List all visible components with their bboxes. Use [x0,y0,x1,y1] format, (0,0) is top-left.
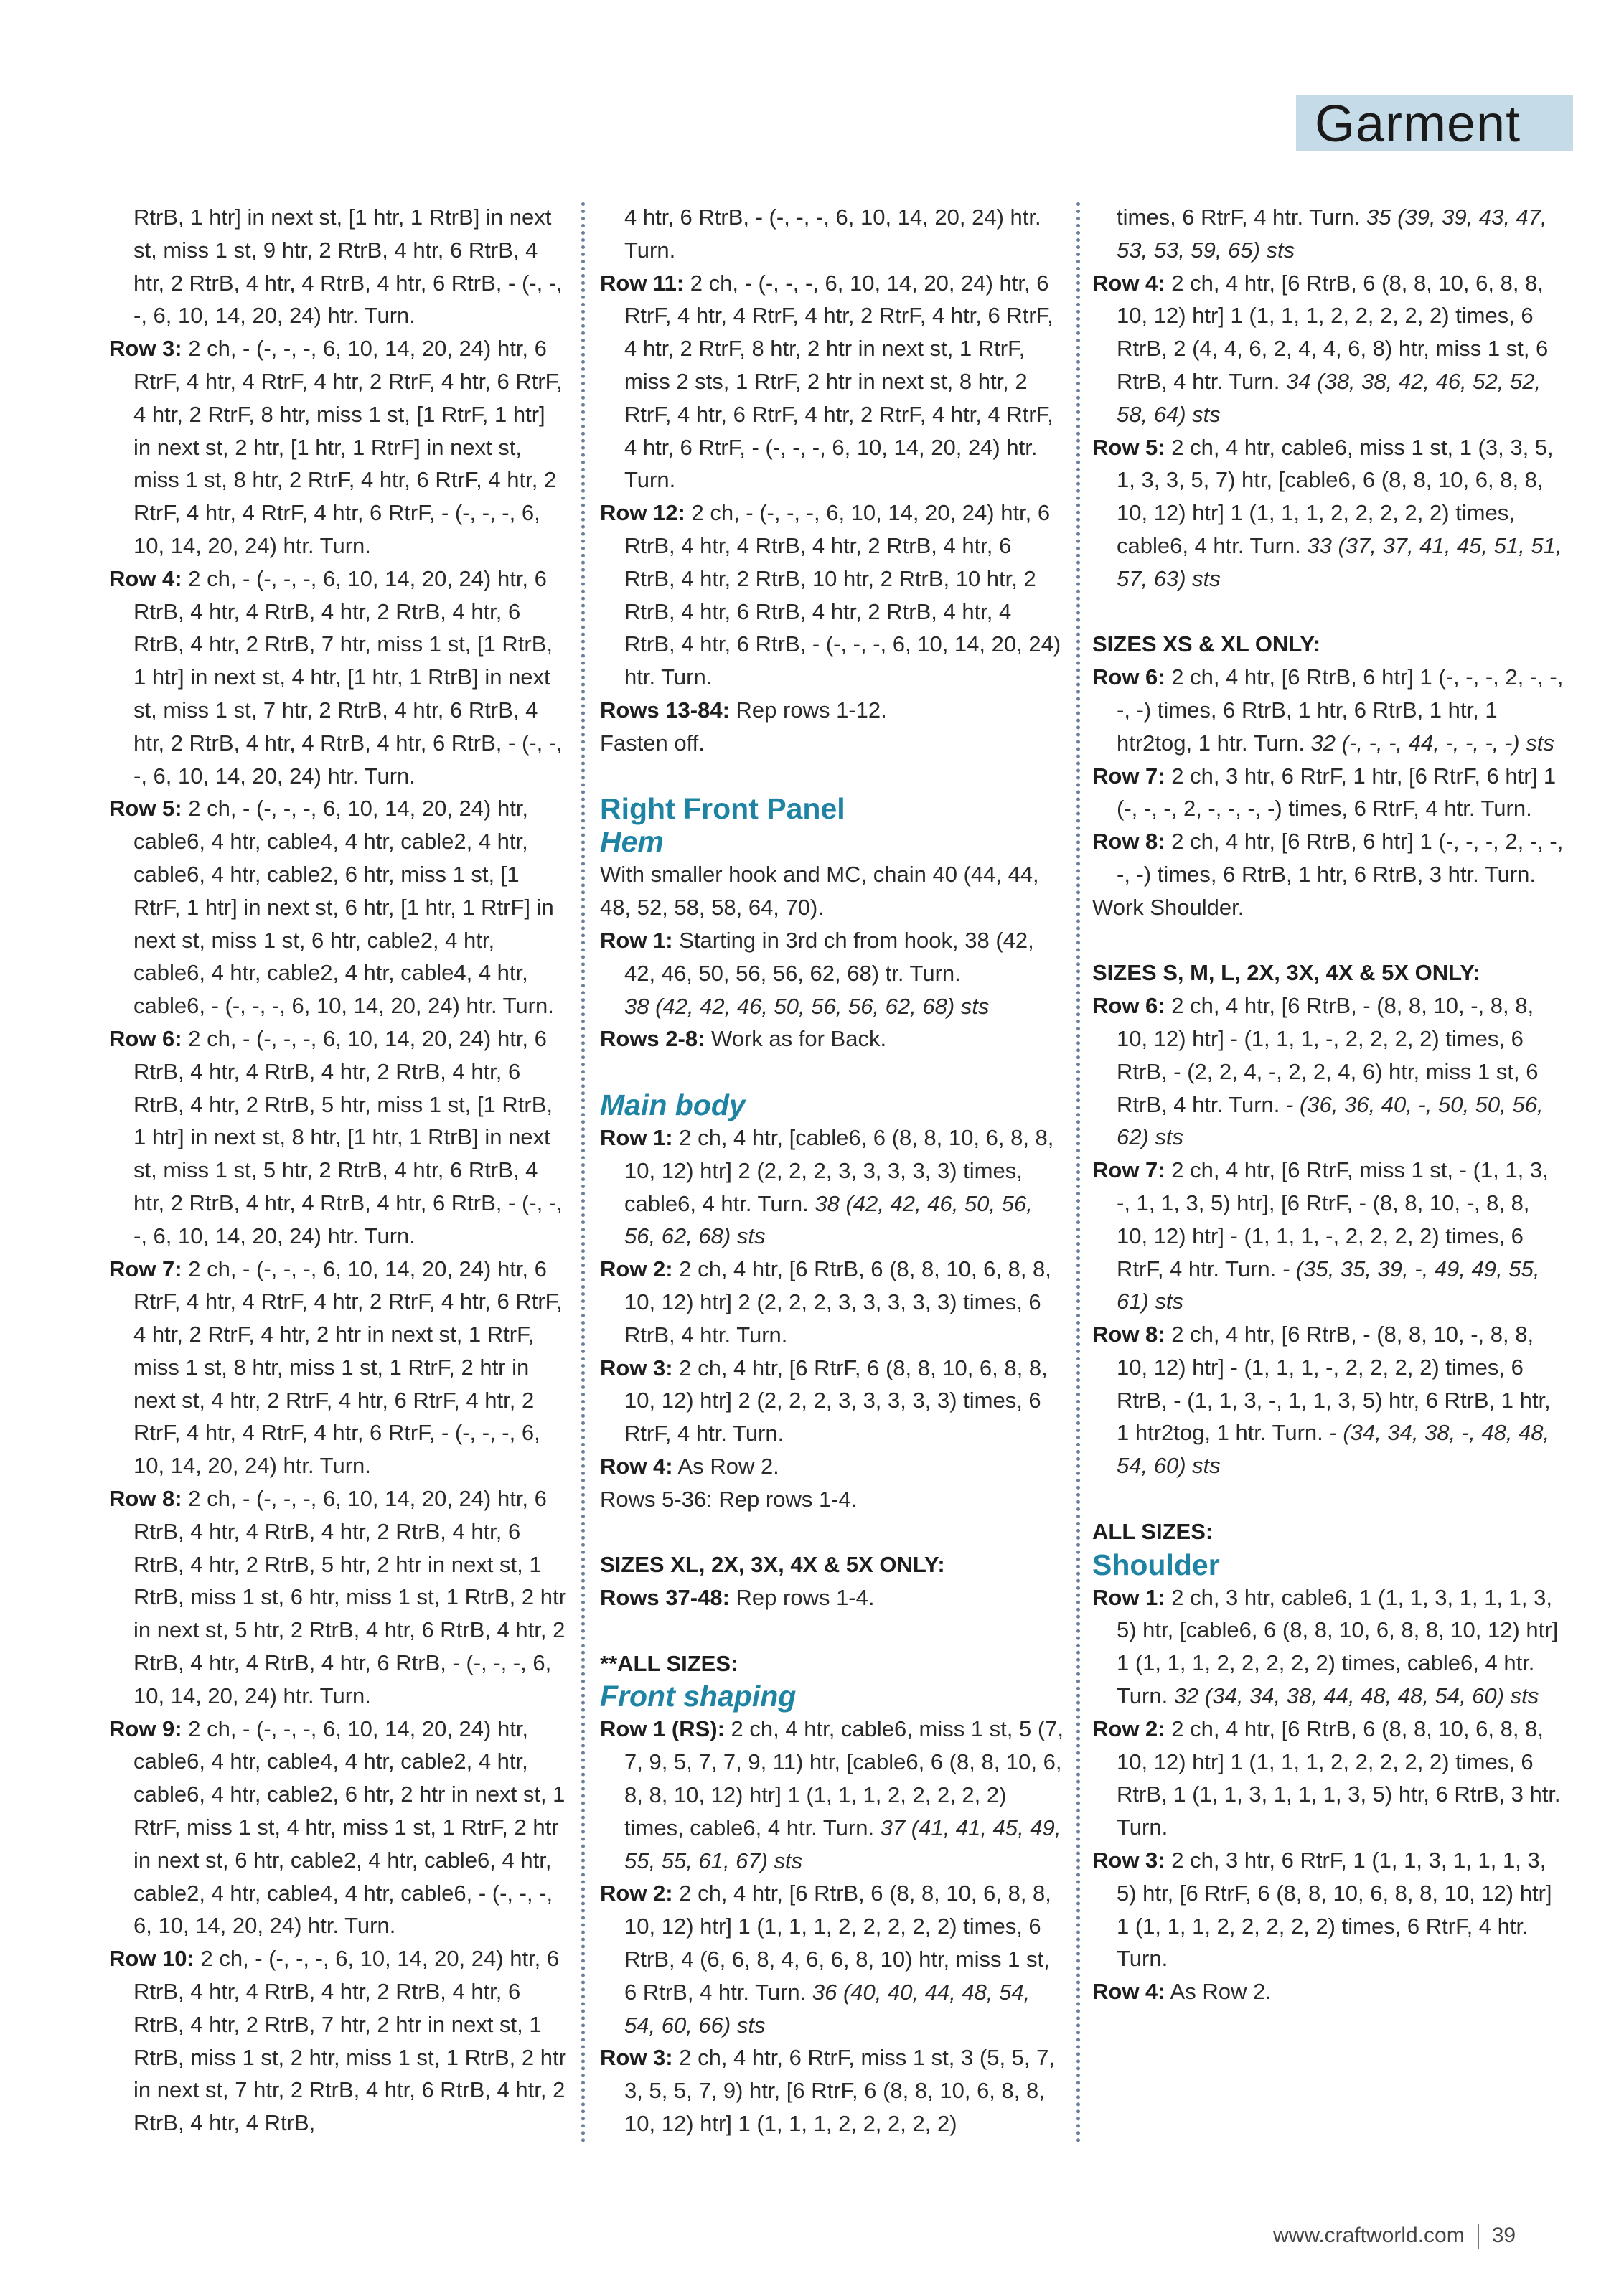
row-instructions: 2 ch, 4 htr, [6 RtrF, 6 (8, 8, 10, 6, 8, 8, 10, 12) htr] 2 (2, 2, 2, 3, 3, 3, 3, 3) times, 6 RtrF, 4 htr. Turn. [624,1355,1048,1446]
spacer [1092,596,1566,629]
row-instructions: 2 ch, - (-, -, -, 6, 10, 14, 20, 24) htr, cable6, 4 htr, cable4, 4 htr, cable2, 4 htr, cable6, 4 htr, cable2, 6 htr, 2 htr in next st, 1 RtrF, miss 1 st, 4 htr, miss 1 st, 1 RtrF, 2 htr in next st, 6 htr, cable2, 4 htr, cable6, 4 htr, cable2, 4 htr, cable4, 4 htr, cable6, - (-, -, -, 6, 10, 14, 20, 24) htr. Turn. [133,1716,565,1939]
pattern-row [109,563,567,793]
row-label: Row 6: [1092,664,1165,690]
pattern-row [1092,1154,1566,1318]
pattern-row [1092,825,1566,891]
row-instructions: 2 ch, 4 htr, [6 RtrB, 6 (8, 8, 10, 6, 8, 8, 10, 12) htr] 1 (1, 1, 1, 2, 2, 2, 2, 2) times, 6 RtrB, 2 (4, 4, 6, 2, 4, 4, 6, 8) htr, miss 1 st, 6 RtrB, 4 htr. Turn. [1117,270,1549,394]
spacer [600,760,1066,793]
stitch-count: 36 (40, 40, 44, 48, 54, 54, 60, 66) sts [624,1979,1031,2038]
row-label: Row 4: [1092,1979,1165,2005]
stitch-count: 33 (37, 37, 41, 45, 51, 51, 57, 63) sts [1117,532,1562,591]
pattern-row [109,332,567,563]
size-heading: SIZES S, M, L, 2X, 3X, 4X & 5X ONLY: [1092,960,1480,986]
stitch-count: 38 (42, 42, 46, 50, 56, 56, 62, 68) sts [624,1190,1033,1249]
row-label: Row 5: [109,796,182,822]
row-label: Row 7: [109,1256,182,1281]
row-label: Row 1: [600,927,673,953]
row-label: Row 4: [1092,270,1165,296]
row-instructions: Rep rows 1-4. [729,1585,875,1611]
row-instructions: 4 htr, 6 RtrB, - (-, -, -, 6, 10, 14, 20, 24) htr. Turn. [624,204,1041,263]
subsection-heading: Main body [600,1088,746,1121]
row-instructions: 2 ch, 4 htr, cable6, miss 1 st, 1 (3, 3, 5, 1, 3, 3, 5, 7) htr, [cable6, 6 (8, 8, 10, 6, 8, 8, 10, 12) htr] 1 (1, 1, 1, 2, 2, 2, 2, 2) times, cable6, 4 htr. Turn. [1117,434,1554,558]
row-continuation [600,201,1066,267]
spacer [1092,1482,1566,1515]
pattern-row [600,1713,1066,1877]
spacer [600,1515,1066,1548]
row-label: Row 3: [600,1355,673,1380]
stitch-count: 37 (41, 41, 45, 49, 55, 55, 61, 67) sts [624,1815,1061,1873]
pattern-row [600,694,1066,727]
row-instructions: 2 ch, - (-, -, -, 6, 10, 14, 20, 24) htr, 6 RtrF, 4 htr, 4 RtrF, 4 htr, 2 RtrF, 4 htr, 6 RtrF, 4 htr, 2 RtrF, 8 htr, 2 htr in next st, 1 RtrF, miss 2 sts, 1 RtrF, 2 htr in next st, 8 htr, 2 RtrF, 4 htr, 6 RtrF, 4 htr, 2 RtrF, 4 htr, 4 RtrF, 4 htr, 6 RtrF, - (-, -, -, 6, 10, 14, 20, 24) htr. Turn. [624,270,1053,493]
pattern-row [600,1877,1066,2041]
row-label: Row 9: [109,1716,182,1741]
row-instructions: 2 ch, 4 htr, [6 RtrB, - (8, 8, 10, -, 8, 8, 10, 12) htr] - (1, 1, 1, -, 2, 2, 2, 2) times, 6 RtrB, - (2, 2, 4, -, 2, 2, 4, 6) htr, miss 1 st, 6 RtrB, 4 htr. Turn. [1117,993,1539,1117]
row-label: Row 12: [600,500,685,526]
pattern-row [1092,661,1566,759]
footer-divider [1478,2224,1479,2249]
row-instructions: 2 ch, - (-, -, -, 6, 10, 14, 20, 24) htr, 6 RtrB, 4 htr, 4 RtrB, 4 htr, 2 RtrB, 4 htr, 6 RtrB, 4 htr, 2 RtrB, 10 htr, 2 RtrB, 10 htr, 2 RtrB, 4 htr, 6 RtrB, 4 htr, 2 RtrB, 4 htr, 4 RtrB, 4 htr, 6 RtrB, - (-, -, -, 6, 10, 14, 20, 24) htr. Turn. [624,500,1061,690]
row-label: Row 2: [1092,1716,1165,1741]
pattern-row [1092,1844,1566,1975]
pattern-row [1092,1318,1566,1482]
row-instructions: As Row 2. [672,1453,779,1479]
stitch-count: 32 (-, -, -, 44, -, -, -, -) sts [1304,730,1554,756]
instruction-text: Fasten off. [600,730,705,756]
pattern-row [109,1022,567,1253]
instruction-text: Rows 5-36: Rep rows 1-4. [600,1486,858,1512]
row-label: Row 6: [109,1025,182,1051]
pattern-row [1092,1975,1566,2008]
stitch-count: - (36, 36, 40, -, 50, 50, 56, 62) sts [1117,1091,1544,1150]
pattern-row [1092,1713,1566,1844]
subsection-heading: Hem [600,825,664,859]
pattern-row [600,924,1066,1022]
page-number: 39 [1491,2224,1516,2247]
row-instructions: Rep rows 1-12. [729,697,887,723]
row-continuation [1092,201,1566,267]
row-instructions: 2 ch, 4 htr, [6 RtrB, - (8, 8, 10, -, 8, 8, 10, 12) htr] - (1, 1, 1, -, 2, 2, 2, 2) times, 6 RtrB, - (1, 1, 3, -, 1, 1, 3, 5) htr, 6 RtrB, 1 htr, 1 htr2tog, 1 htr. Turn. [1117,1322,1551,1446]
row-instructions: 2 ch, 4 htr, [6 RtrB, 6 (8, 8, 10, 6, 8, 8, 10, 12) htr] 1 (1, 1, 1, 2, 2, 2, 2, 2) times, 6 RtrB, 4 (6, 6, 8, 4, 6, 6, 8, 10) htr, miss 1 st, 6 RtrB, 4 htr. Turn. [624,1881,1051,2005]
pattern-row [600,497,1066,694]
stitch-count: 32 (34, 34, 38, 44, 48, 48, 54, 60) sts [1168,1683,1539,1709]
pattern-row [1092,989,1566,1154]
column-divider [1076,202,1080,2144]
pattern-row [1092,1581,1566,1713]
row-instructions: 2 ch, - (-, -, -, 6, 10, 14, 20, 24) htr, 6 RtrB, 4 htr, 4 RtrB, 4 htr, 2 RtrB, 4 htr, 6 RtrB, 4 htr, 2 RtrB, 5 htr, 2 htr in next st, 1 RtrB, miss 1 st, 6 htr, miss 1 st, 1 RtrB, 2 htr in next st, 5 htr, 2 RtrB, 4 htr, 6 RtrB, 4 htr, 2 RtrB, 4 htr, 4 RtrB, 4 htr, 6 RtrB, - (-, -, -, 6, 10, 14, 20, 24) htr. Turn. [133,1486,566,1708]
section-tab [1296,95,1573,151]
row-instructions: RtrB, 1 htr] in next st, [1 htr, 1 RtrB] in next st, miss 1 st, 9 htr, 2 RtrB, 4 htr, 6 RtrB, 4 htr, 2 RtrB, 4 htr, 4 RtrB, 4 htr, 6 RtrB, - (-, -, -, 6, 10, 14, 20, 24) htr. Turn. [133,204,563,329]
row-label: Row 1 (RS): [600,1716,725,1742]
section-heading: Right Front Panel [600,792,845,826]
row-instructions: Work as for Back. [705,1026,887,1052]
size-heading: SIZES XS & XL ONLY: [1092,631,1321,657]
row-label: Row 11: [600,270,685,296]
pattern-row [600,1121,1066,1253]
spacer [600,1055,1066,1088]
row-instructions: 2 ch, 3 htr, cable6, 1 (1, 1, 3, 1, 1, 1, 3, 5) htr, [cable6, 6 (8, 8, 10, 6, 8, 8, 10, 12) htr] 1 (1, 1, 1, 2, 2, 2, 2, 2) times, cable6, 4 htr. Turn. [1117,1584,1559,1709]
row-instructions: 2 ch, 4 htr, 6 RtrF, miss 1 st, 3 (5, 5, 7, 3, 5, 5, 7, 9) htr, [6 RtrF, 6 (8, 8, 10, 6, 8, 8, 10, 12) htr] 1 (1, 1, 1, 2, 2, 2, 2, 2) [624,2045,1055,2137]
pattern-row [600,267,1066,497]
stitch-count: 38 (42, 42, 46, 50, 56, 56, 62, 68) sts [624,993,990,1019]
pattern-row [109,1482,567,1713]
row-label: Row 7: [1092,763,1165,789]
row-label: Row 2: [600,1256,673,1282]
row-label: Rows 13-84: [600,697,730,723]
instruction-text: Work Shoulder. [1092,894,1244,920]
row-label: Row 6: [1092,993,1165,1019]
row-label: Row 3: [109,336,182,362]
row-instructions: 2 ch, - (-, -, -, 6, 10, 14, 20, 24) htr, 6 RtrB, 4 htr, 4 RtrB, 4 htr, 2 RtrB, 4 htr, 6 RtrB, 4 htr, 2 RtrB, 7 htr, miss 1 st, [1 RtrB, 1 htr] in next st, 4 htr, [1 htr, 1 RtrB] in next st, miss 1 st, 7 htr, 2 RtrB, 4 htr, 6 RtrB, 4 htr, 2 RtrB, 4 htr, 4 RtrB, 4 htr, 6 RtrB, - (-, -, -, 6, 10, 14, 20, 24) htr. Turn. [133,565,563,789]
pattern-row [1092,431,1566,596]
pattern-row [1092,760,1566,826]
size-heading: **ALL SIZES: [600,1650,738,1676]
row-instructions: 2 ch, 3 htr, 6 RtrF, 1 (1, 1, 3, 1, 1, 1, 3, 5) htr, [6 RtrF, 6 (8, 8, 10, 6, 8, 8, 10, 12) htr] 1 (1, 1, 1, 2, 2, 2, 2, 2) times, 6 RtrF, 4 htr. Turn. [1117,1848,1552,1972]
section-heading: Shoulder [1092,1548,1220,1581]
instruction-text: With smaller hook and MC, chain 40 (44, 44, 48, 52, 58, 58, 64, 70). [600,862,1039,921]
size-heading: SIZES XL, 2X, 3X, 4X & 5X ONLY: [600,1552,945,1578]
stitch-count: 35 (39, 39, 43, 47, 53, 53, 59, 65) sts [1117,204,1547,263]
pattern-row [600,1352,1066,1450]
pattern-row [109,1942,567,2140]
section-title: Garment [1315,95,1521,153]
column-1 [109,201,567,2140]
size-heading: ALL SIZES: [1092,1518,1214,1544]
row-label: Row 8: [1092,829,1165,855]
column-3 [1092,201,1566,2008]
row-label: Row 4: [600,1453,673,1479]
stitch-count: 34 (38, 38, 42, 46, 52, 52, 58, 64) sts [1117,368,1541,427]
row-label: Row 4: [109,565,182,591]
row-instructions: 2 ch, 3 htr, 6 RtrF, 1 htr, [6 RtrF, 6 htr] 1 (-, -, -, 2, -, -, -, -) times, 6 RtrF, 4 htr. Turn. [1117,763,1557,822]
column-divider [581,202,585,2144]
row-instructions: 2 ch, 4 htr, [6 RtrB, 6 (8, 8, 10, 6, 8, 8, 10, 12) htr] 2 (2, 2, 2, 3, 3, 3, 3, 3) times, 6 RtrB, 4 htr. Turn. [624,1256,1051,1347]
row-label: Row 10: [109,1946,194,1972]
pattern-row [600,1450,1066,1483]
row-instructions: 2 ch, 4 htr, [6 RtrB, 6 (8, 8, 10, 6, 8, 8, 10, 12) htr] 1 (1, 1, 1, 2, 2, 2, 2, 2) times, 6 RtrB, 1 (1, 1, 3, 1, 1, 1, 3, 5) htr, 6 RtrB, 3 htr. Turn. [1117,1716,1561,1840]
row-label: Row 8: [1092,1322,1165,1347]
row-instructions: 2 ch, 4 htr, [6 RtrB, 6 htr] 1 (-, -, -, 2, -, -, -, -) times, 6 RtrB, 1 htr, 6 RtrB, 3 htr. Turn. [1117,829,1564,887]
stitch-count: - (35, 35, 39, -, 49, 49, 55, 61) sts [1117,1256,1540,1314]
row-label: Row 3: [1092,1848,1165,1873]
pattern-row [109,1253,567,1483]
row-label: Rows 2-8: [600,1026,705,1052]
pattern-row [600,1253,1066,1351]
row-instructions: 2 ch, 4 htr, [6 RtrB, 6 htr] 1 (-, -, -, 2, -, -, -, -) times, 6 RtrB, 1 htr, 6 RtrB, 1 htr, 1 htr2tog, 1 htr. Turn. [1117,664,1564,756]
pattern-row [109,1713,567,1943]
row-instructions: Starting in 3rd ch from hook, 38 (42, 42, 46, 50, 56, 56, 62, 68) tr. Turn. [624,927,1034,986]
subsection-heading: Front shaping [600,1680,797,1713]
row-instructions: 2 ch, - (-, -, -, 6, 10, 14, 20, 24) htr, cable6, 4 htr, cable4, 4 htr, cable2, 4 htr, cable6, 4 htr, cable2, 6 htr, miss 1 st, [1 RtrF, 1 htr] in next st, 6 htr, [1 htr, 1 RtrF] in next st, miss 1 st, 6 htr, cable2, 4 htr, cable6, 4 htr, cable2, 4 htr, cable4, 4 htr, cable6, - (-, -, -, 6, 10, 14, 20, 24) htr. Turn. [133,796,554,1019]
row-label: Row 8: [109,1486,182,1512]
stitch-count: - (34, 34, 38, -, 48, 48, 54, 60) sts [1117,1420,1550,1479]
pattern-row [1092,267,1566,431]
pattern-row [600,1581,1066,1614]
row-continuation [109,201,567,332]
row-label: Row 5: [1092,434,1165,460]
spacer [1092,924,1566,957]
row-label: Row 3: [600,2045,673,2071]
row-instructions: 2 ch, 4 htr, [6 RtrF, miss 1 st, - (1, 1, 3, -, 1, 1, 3, 5) htr], [6 RtrF, - (8, 8, 10, -, 8, 8, 10, 12) htr] - (1, 1, 1, -, 2, 2, 2, 2) times, 6 RtrF, 4 htr. Turn. [1117,1157,1549,1281]
pattern-row [600,2041,1066,2140]
row-instructions: 2 ch, - (-, -, -, 6, 10, 14, 20, 24) htr, 6 RtrB, 4 htr, 4 RtrB, 4 htr, 2 RtrB, 4 htr, 6 RtrB, 4 htr, 2 RtrB, 7 htr, 2 htr in next st, 1 RtrB, miss 1 st, 2 htr, miss 1 st, 1 RtrB, 2 htr in next st, 7 htr, 2 RtrB, 4 htr, 6 RtrB, 4 htr, 2 RtrB, 4 htr, 4 RtrB, [133,1946,566,2136]
row-instructions: 2 ch, - (-, -, -, 6, 10, 14, 20, 24) htr, 6 RtrB, 4 htr, 4 RtrB, 4 htr, 2 RtrB, 4 htr, 6 RtrB, 4 htr, 2 RtrB, 5 htr, miss 1 st, [1 RtrB, 1 htr] in next st, 8 htr, [1 htr, 1 RtrB] in next st, miss 1 st, 5 htr, 2 RtrB, 4 htr, 6 RtrB, 4 htr, 2 RtrB, 4 htr, 4 RtrB, 4 htr, 6 RtrB, - (-, -, -, 6, 10, 14, 20, 24) htr. Turn. [133,1025,563,1248]
row-instructions: As Row 2. [1165,1979,1272,2005]
row-instructions: 2 ch, - (-, -, -, 6, 10, 14, 20, 24) htr, 6 RtrF, 4 htr, 4 RtrF, 4 htr, 2 RtrF, 4 htr, 6 RtrF, 4 htr, 2 RtrF, 4 htr, 2 htr in next st, 1 RtrF, miss 1 st, 8 htr, miss 1 st, 1 RtrF, 2 htr in next st, 4 htr, 2 RtrF, 4 htr, 6 RtrF, 4 htr, 2 RtrF, 4 htr, 4 RtrF, 4 htr, 6 RtrF, - (-, -, -, 6, 10, 14, 20, 24) htr. Turn. [133,1256,563,1479]
column-2 [600,201,1066,2140]
row-label: Rows 37-48: [600,1585,730,1611]
row-label: Row 1: [600,1124,673,1150]
pattern-row [600,1022,1066,1055]
page-footer [1273,2221,1516,2250]
footer-website: www.craftworld.com [1273,2224,1465,2247]
row-instructions: times, 6 RtrF, 4 htr. Turn. [1117,204,1361,230]
row-instructions: 2 ch, - (-, -, -, 6, 10, 14, 20, 24) htr, 6 RtrF, 4 htr, 4 RtrF, 4 htr, 2 RtrF, 4 htr, 6 RtrF, 4 htr, 2 RtrF, 8 htr, miss 1 st, [1 RtrF, 1 htr] in next st, 2 htr, [1 htr, 1 RtrF] in next st, miss 1 st, 8 htr, 2 RtrF, 4 htr, 6 RtrF, 4 htr, 2 RtrF, 4 htr, 4 RtrF, 4 htr, 6 RtrF, - (-, -, -, 6, 10, 14, 20, 24) htr. Turn. [133,336,563,558]
spacer [600,1614,1066,1647]
row-instructions: 2 ch, 4 htr, cable6, miss 1 st, 5 (7, 7, 9, 5, 7, 7, 9, 11) htr, [cable6, 6 (8, 8, 10, 6, 8, 8, 10, 12) htr] 1 (1, 1, 1, 2, 2, 2, 2, 2) times, cable6, 4 htr. Turn. [624,1716,1064,1840]
pattern-row [109,792,567,1022]
row-label: Row 2: [600,1881,673,1906]
row-label: Row 1: [1092,1584,1165,1610]
row-instructions: 2 ch, 4 htr, [cable6, 6 (8, 8, 10, 6, 8, 8, 10, 12) htr] 2 (2, 2, 2, 3, 3, 3, 3, 3) times, cable6, 4 htr. Turn. [624,1124,1054,1216]
row-label: Row 7: [1092,1157,1165,1183]
